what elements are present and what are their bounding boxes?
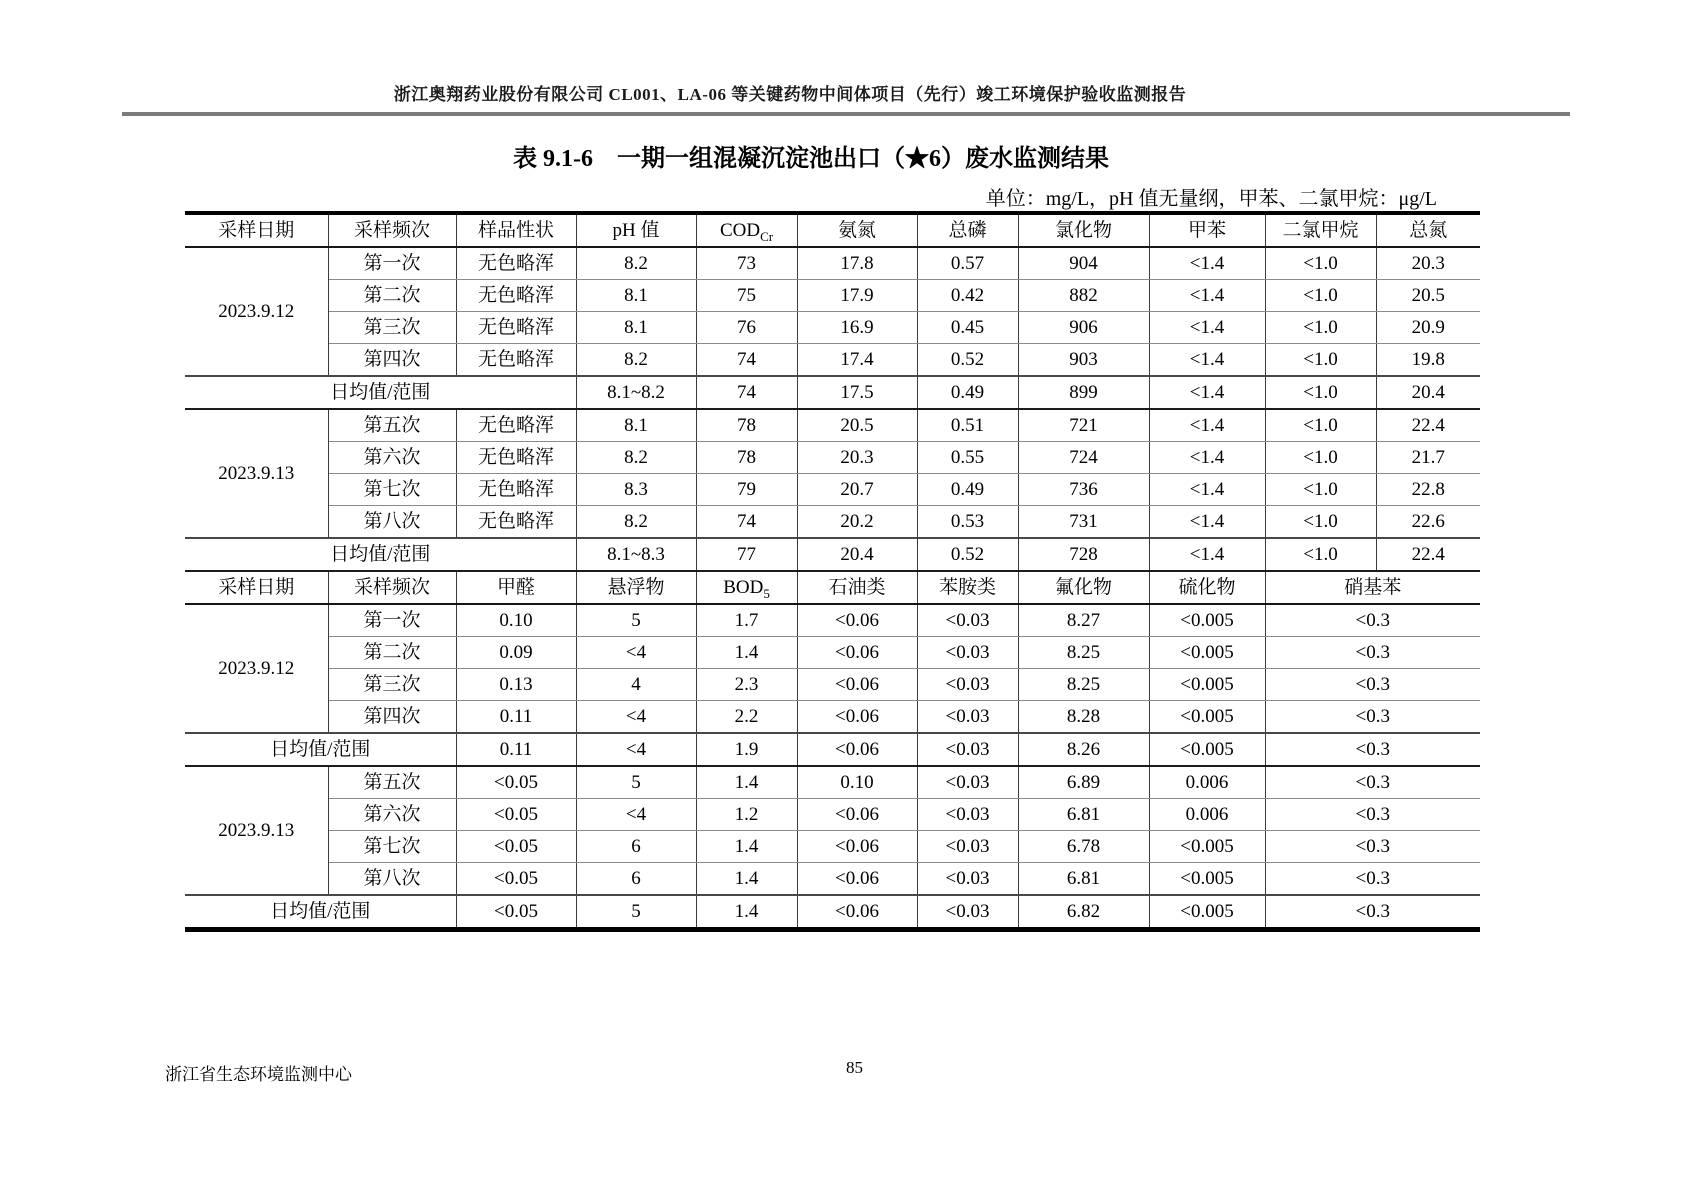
daily-average-value-cell: 0.49: [917, 376, 1018, 409]
sample-frequency-cell: 第五次: [328, 766, 456, 799]
value-cell: 8.1: [576, 312, 696, 344]
sample-frequency-cell: 第一次: [328, 604, 456, 637]
value-cell: <0.3: [1265, 766, 1480, 799]
table-row: [185, 312, 1480, 344]
sample-frequency-cell: 第八次: [328, 506, 456, 539]
column-header-label: 硫化物: [1178, 577, 1236, 598]
value-cell: 8.2: [576, 247, 696, 280]
column-header-label: BOD: [723, 577, 764, 598]
value-cell: 无色略浑: [456, 312, 576, 344]
column-header-cell: [456, 571, 576, 604]
unit-note: 单位：mg/L，pH 值无量纲，甲苯、二氯甲烷：μg/L: [985, 188, 1437, 210]
daily-average-label-cell: 日均值/范围: [185, 538, 576, 571]
value-cell: <1.4: [1149, 474, 1265, 506]
daily-average-value-cell: <1.0: [1265, 538, 1376, 571]
value-cell: 17.8: [797, 247, 917, 280]
sample-frequency-cell: 第三次: [328, 312, 456, 344]
column-header-cell: [328, 213, 456, 247]
daily-average-value-cell: 77: [696, 538, 797, 571]
value-cell: <1.0: [1265, 409, 1376, 442]
value-cell: 0.42: [917, 280, 1018, 312]
value-cell: <0.3: [1265, 637, 1480, 669]
wastewater-params-1-header-row: [185, 213, 1480, 247]
page-number: 85: [846, 1058, 863, 1077]
value-cell: 74: [696, 506, 797, 539]
daily-average-label-cell: 日均值/范围: [185, 733, 456, 766]
sample-date-cell: 2023.9.12: [185, 247, 328, 376]
sample-date-cell: 2023.9.12: [185, 604, 328, 733]
daily-average-value-cell: <0.06: [797, 895, 917, 930]
daily-average-row: [185, 895, 1480, 930]
column-header-cell: [1018, 571, 1149, 604]
table-row: [185, 799, 1480, 831]
value-cell: 0.11: [456, 701, 576, 734]
value-cell: <1.0: [1265, 280, 1376, 312]
footer-organization: 浙江省生态环境监测中心: [165, 1065, 352, 1084]
value-cell: <0.03: [917, 799, 1018, 831]
value-cell: <0.03: [917, 831, 1018, 863]
value-cell: 0.10: [456, 604, 576, 637]
value-cell: <0.06: [797, 701, 917, 734]
column-header-label: 采样日期: [218, 577, 295, 598]
value-cell: 903: [1018, 344, 1149, 377]
value-cell: 79: [696, 474, 797, 506]
value-cell: 无色略浑: [456, 442, 576, 474]
table-row: [185, 247, 1480, 280]
value-cell: 8.25: [1018, 637, 1149, 669]
value-cell: 1.4: [696, 766, 797, 799]
value-cell: <4: [576, 637, 696, 669]
value-cell: 0.006: [1149, 766, 1265, 799]
sample-frequency-cell: 第七次: [328, 831, 456, 863]
value-cell: <1.0: [1265, 247, 1376, 280]
value-cell: 8.27: [1018, 604, 1149, 637]
value-cell: 0.45: [917, 312, 1018, 344]
value-cell: <0.3: [1265, 701, 1480, 734]
column-header-cell: [328, 571, 456, 604]
value-cell: 5: [576, 766, 696, 799]
sample-frequency-cell: 第六次: [328, 799, 456, 831]
value-cell: 1.4: [696, 863, 797, 896]
value-cell: 20.3: [1376, 247, 1480, 280]
value-cell: 0.57: [917, 247, 1018, 280]
column-header-cell: [1376, 213, 1480, 247]
column-header-label: 甲苯: [1187, 220, 1226, 241]
value-cell: 78: [696, 409, 797, 442]
daily-average-value-cell: <0.005: [1149, 733, 1265, 766]
column-header-label: 采样频次: [353, 577, 430, 598]
value-cell: 8.1: [576, 409, 696, 442]
table-title: 表 9.1-6 一期一组混凝沉淀池出口（★6）废水监测结果: [513, 146, 1109, 172]
value-cell: 74: [696, 344, 797, 377]
value-cell: <0.03: [917, 604, 1018, 637]
daily-average-value-cell: 20.4: [1376, 376, 1480, 409]
value-cell: <4: [576, 799, 696, 831]
daily-average-value-cell: 17.5: [797, 376, 917, 409]
value-cell: <1.4: [1149, 442, 1265, 474]
value-cell: 20.9: [1376, 312, 1480, 344]
value-cell: 0.51: [917, 409, 1018, 442]
value-cell: <1.4: [1149, 312, 1265, 344]
column-header-label: 样品性状: [477, 220, 554, 241]
column-header-cell: [1018, 213, 1149, 247]
table-row: [185, 701, 1480, 734]
value-cell: <0.03: [917, 766, 1018, 799]
value-cell: <0.3: [1265, 669, 1480, 701]
table-row: [185, 344, 1480, 377]
value-cell: 6.89: [1018, 766, 1149, 799]
table-row: [185, 637, 1480, 669]
value-cell: <0.05: [456, 863, 576, 896]
column-header-label: 石油类: [828, 577, 886, 598]
value-cell: 0.53: [917, 506, 1018, 539]
value-cell: 无色略浑: [456, 474, 576, 506]
value-cell: 0.13: [456, 669, 576, 701]
value-cell: <1.0: [1265, 344, 1376, 377]
value-cell: <1.4: [1149, 344, 1265, 377]
value-cell: 8.2: [576, 506, 696, 539]
column-header-label: 二氯甲烷: [1282, 220, 1359, 241]
value-cell: <0.3: [1265, 604, 1480, 637]
daily-average-row: [185, 538, 1480, 571]
value-cell: 78: [696, 442, 797, 474]
column-header-cell: [1149, 571, 1265, 604]
daily-average-value-cell: <0.05: [456, 895, 576, 930]
sample-frequency-cell: 第二次: [328, 637, 456, 669]
value-cell: 906: [1018, 312, 1149, 344]
value-cell: <0.3: [1265, 831, 1480, 863]
value-cell: 20.7: [797, 474, 917, 506]
column-header-label: 采样日期: [218, 220, 295, 241]
value-cell: <0.06: [797, 799, 917, 831]
value-cell: 20.5: [1376, 280, 1480, 312]
running-header: 浙江奥翔药业股份有限公司 CL001、LA-06 等关键药物中间体项目（先行）竣工环境保护验收监测报告: [393, 85, 1187, 104]
value-cell: 22.4: [1376, 409, 1480, 442]
value-cell: 4: [576, 669, 696, 701]
value-cell: <0.005: [1149, 669, 1265, 701]
daily-average-value-cell: 6.82: [1018, 895, 1149, 930]
column-header-cell: [576, 213, 696, 247]
value-cell: 22.8: [1376, 474, 1480, 506]
column-header-label: 苯胺类: [938, 577, 996, 598]
value-cell: 16.9: [797, 312, 917, 344]
daily-average-label-cell: 日均值/范围: [185, 895, 456, 930]
sample-frequency-cell: 第三次: [328, 669, 456, 701]
value-cell: <0.06: [797, 669, 917, 701]
value-cell: 882: [1018, 280, 1149, 312]
value-cell: 2.2: [696, 701, 797, 734]
value-cell: 5: [576, 604, 696, 637]
value-cell: 17.4: [797, 344, 917, 377]
column-header-cell: [1149, 213, 1265, 247]
column-header-label: 氟化物: [1054, 577, 1112, 598]
table-row: [185, 604, 1480, 637]
value-cell: 8.25: [1018, 669, 1149, 701]
column-header-label: pH 值: [612, 220, 660, 241]
value-cell: <1.0: [1265, 506, 1376, 539]
table-row: [185, 474, 1480, 506]
value-cell: 0.49: [917, 474, 1018, 506]
value-cell: 721: [1018, 409, 1149, 442]
daily-average-row: [185, 733, 1480, 766]
value-cell: 无色略浑: [456, 247, 576, 280]
column-header-label: 悬浮物: [607, 577, 665, 598]
table-row: [185, 280, 1480, 312]
sample-frequency-cell: 第六次: [328, 442, 456, 474]
daily-average-value-cell: <0.03: [917, 733, 1018, 766]
column-header-cell: [185, 213, 328, 247]
value-cell: 1.7: [696, 604, 797, 637]
value-cell: 0.55: [917, 442, 1018, 474]
wastewater-params-2-header-row: [185, 571, 1480, 604]
sample-frequency-cell: 第五次: [328, 409, 456, 442]
value-cell: 17.9: [797, 280, 917, 312]
value-cell: <0.005: [1149, 863, 1265, 896]
table-row: [185, 669, 1480, 701]
sample-date-cell: 2023.9.13: [185, 409, 328, 538]
daily-average-value-cell: <0.3: [1265, 733, 1480, 766]
column-header-cell: [1265, 571, 1480, 604]
value-cell: 0.52: [917, 344, 1018, 377]
table-row: [185, 409, 1480, 442]
value-cell: <0.3: [1265, 863, 1480, 896]
column-header-cell: [797, 571, 917, 604]
column-header-subscript: Cr: [760, 228, 774, 244]
value-cell: 2.3: [696, 669, 797, 701]
value-cell: 73: [696, 247, 797, 280]
value-cell: 904: [1018, 247, 1149, 280]
value-cell: <1.0: [1265, 474, 1376, 506]
value-cell: 75: [696, 280, 797, 312]
monitoring-results-table: [185, 211, 1480, 932]
value-cell: 20.2: [797, 506, 917, 539]
value-cell: 22.6: [1376, 506, 1480, 539]
value-cell: 8.2: [576, 442, 696, 474]
table-row: [185, 506, 1480, 539]
column-header-label: 硝基苯: [1344, 577, 1402, 598]
daily-average-value-cell: 8.1~8.3: [576, 538, 696, 571]
value-cell: <0.06: [797, 637, 917, 669]
value-cell: 6.78: [1018, 831, 1149, 863]
value-cell: <0.06: [797, 831, 917, 863]
value-cell: <0.005: [1149, 701, 1265, 734]
value-cell: <0.03: [917, 863, 1018, 896]
value-cell: 6: [576, 863, 696, 896]
value-cell: 8.3: [576, 474, 696, 506]
daily-average-row: [185, 376, 1480, 409]
table-row: [185, 766, 1480, 799]
value-cell: 20.3: [797, 442, 917, 474]
value-cell: 无色略浑: [456, 280, 576, 312]
column-header-cell: [917, 571, 1018, 604]
value-cell: 76: [696, 312, 797, 344]
value-cell: 无色略浑: [456, 344, 576, 377]
value-cell: 6.81: [1018, 799, 1149, 831]
value-cell: 6.81: [1018, 863, 1149, 896]
value-cell: <0.03: [917, 701, 1018, 734]
header-rule: [122, 112, 1570, 116]
column-header-label: 总氮: [1409, 220, 1448, 241]
value-cell: 724: [1018, 442, 1149, 474]
value-cell: <1.4: [1149, 247, 1265, 280]
column-header-cell: [185, 571, 328, 604]
column-header-cell: [696, 571, 797, 604]
value-cell: <1.4: [1149, 409, 1265, 442]
value-cell: 8.1: [576, 280, 696, 312]
sample-frequency-cell: 第二次: [328, 280, 456, 312]
value-cell: <0.05: [456, 799, 576, 831]
column-header-label: 采样频次: [353, 220, 430, 241]
daily-average-value-cell: 22.4: [1376, 538, 1480, 571]
value-cell: <0.005: [1149, 637, 1265, 669]
column-header-cell: [1265, 213, 1376, 247]
value-cell: 21.7: [1376, 442, 1480, 474]
value-cell: 无色略浑: [456, 409, 576, 442]
daily-average-value-cell: 8.1~8.2: [576, 376, 696, 409]
daily-average-value-cell: <0.005: [1149, 895, 1265, 930]
value-cell: 1.2: [696, 799, 797, 831]
daily-average-value-cell: 74: [696, 376, 797, 409]
daily-average-value-cell: 728: [1018, 538, 1149, 571]
value-cell: 19.8: [1376, 344, 1480, 377]
daily-average-value-cell: 5: [576, 895, 696, 930]
value-cell: 6: [576, 831, 696, 863]
column-header-cell: [696, 213, 797, 247]
column-header-cell: [456, 213, 576, 247]
column-header-label: 总磷: [948, 220, 987, 241]
column-header-label: 甲醛: [496, 577, 535, 598]
table-row: [185, 863, 1480, 896]
value-cell: 0.09: [456, 637, 576, 669]
daily-average-value-cell: 0.52: [917, 538, 1018, 571]
daily-average-value-cell: 20.4: [797, 538, 917, 571]
value-cell: 0.10: [797, 766, 917, 799]
daily-average-value-cell: <1.4: [1149, 376, 1265, 409]
value-cell: <1.4: [1149, 280, 1265, 312]
value-cell: <1.4: [1149, 506, 1265, 539]
value-cell: 0.006: [1149, 799, 1265, 831]
daily-average-value-cell: 1.4: [696, 895, 797, 930]
daily-average-value-cell: <0.06: [797, 733, 917, 766]
daily-average-value-cell: <1.0: [1265, 376, 1376, 409]
value-cell: 无色略浑: [456, 506, 576, 539]
daily-average-value-cell: <1.4: [1149, 538, 1265, 571]
value-cell: 1.4: [696, 637, 797, 669]
sample-date-cell: 2023.9.13: [185, 766, 328, 895]
column-header-label: 氯化物: [1054, 220, 1112, 241]
value-cell: <4: [576, 701, 696, 734]
daily-average-value-cell: 0.11: [456, 733, 576, 766]
value-cell: <0.3: [1265, 799, 1480, 831]
column-header-label: COD: [719, 220, 761, 241]
table-row: [185, 831, 1480, 863]
value-cell: 736: [1018, 474, 1149, 506]
sample-frequency-cell: 第七次: [328, 474, 456, 506]
sample-frequency-cell: 第八次: [328, 863, 456, 896]
value-cell: <0.05: [456, 831, 576, 863]
sample-frequency-cell: 第四次: [328, 344, 456, 377]
value-cell: <0.005: [1149, 831, 1265, 863]
daily-average-value-cell: <4: [576, 733, 696, 766]
column-header-cell: [917, 213, 1018, 247]
value-cell: <0.03: [917, 637, 1018, 669]
value-cell: <0.06: [797, 863, 917, 896]
daily-average-value-cell: 8.26: [1018, 733, 1149, 766]
value-cell: 20.5: [797, 409, 917, 442]
daily-average-value-cell: <0.3: [1265, 895, 1480, 930]
daily-average-value-cell: <0.03: [917, 895, 1018, 930]
value-cell: <0.005: [1149, 604, 1265, 637]
value-cell: 731: [1018, 506, 1149, 539]
daily-average-value-cell: 1.9: [696, 733, 797, 766]
table-row: [185, 442, 1480, 474]
daily-average-value-cell: 899: [1018, 376, 1149, 409]
column-header-label: 氨氮: [837, 220, 876, 241]
value-cell: <0.05: [456, 766, 576, 799]
value-cell: <0.03: [917, 669, 1018, 701]
sample-frequency-cell: 第四次: [328, 701, 456, 734]
value-cell: 8.2: [576, 344, 696, 377]
column-header-cell: [797, 213, 917, 247]
column-header-cell: [576, 571, 696, 604]
value-cell: <0.06: [797, 604, 917, 637]
value-cell: <1.0: [1265, 442, 1376, 474]
daily-average-label-cell: 日均值/范围: [185, 376, 576, 409]
column-header-subscript: 5: [763, 585, 770, 601]
value-cell: <1.0: [1265, 312, 1376, 344]
sample-frequency-cell: 第一次: [328, 247, 456, 280]
value-cell: 1.4: [696, 831, 797, 863]
value-cell: 8.28: [1018, 701, 1149, 734]
